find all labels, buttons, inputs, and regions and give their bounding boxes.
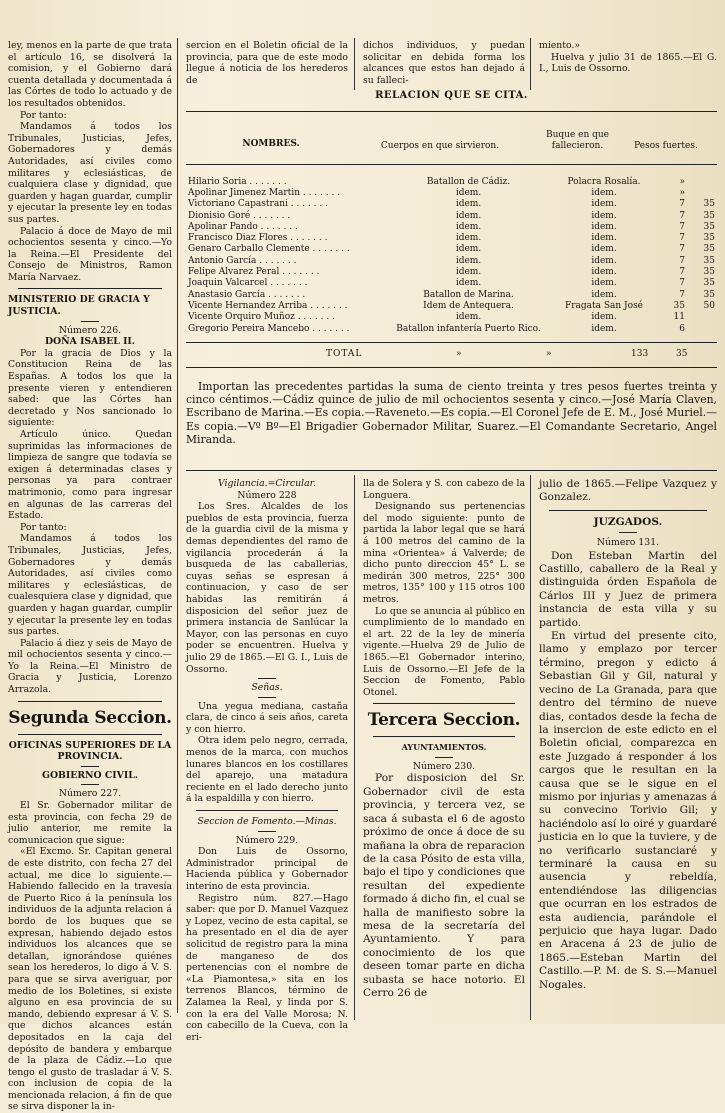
paragraph: Designando sus pertenencias del modo siguiente: punto de partida la labor legal que se hará á 100 metros del camino de la mina «Orientea» á Valverde; de dicho punto direccion 45° L. se medirán 300 metros, 225° 300 metros, 135° 100 y 115 otros 100 metros.: [363, 501, 525, 605]
cell-nombre: Francisco Diaz Flores . . . . . . .: [188, 233, 328, 244]
paragraph: sercion en el Boletin oficial de la provincia, para que de este modo llegue á noticia de los herederos de: [186, 40, 348, 86]
divider: [186, 164, 717, 165]
total-marker: »: [456, 349, 462, 359]
divider: [258, 831, 276, 832]
cell-cts: 35: [703, 221, 715, 232]
article-number: Número 131.: [596, 537, 660, 549]
article-number: Número 229.: [235, 834, 299, 846]
cell-cuerpo: idem.: [455, 187, 482, 198]
column-4: [539, 478, 717, 1020]
paragraph: dichos individuos, y puedan solicitar en debida forma los alcances que estos han dejado á su falleci-: [363, 40, 525, 86]
divider: [373, 736, 515, 737]
cell-pesos: 11: [673, 312, 685, 323]
divider: [258, 678, 276, 679]
paragraph: Mandamos á todos los Tribunales, Justicias, Jefes, Gobernadores y demás Autoridades, así civiles como militares y eclesiásticas, de cualesquiera clase y dignidad, que guarden y hagan guardar, cumplir y ejecutar la presente ley en todas sus partes.: [8, 533, 172, 638]
cell-nombre: Vicente Hernandez Arriba . . . . . . .: [188, 300, 348, 311]
cell-cts: 35: [703, 267, 715, 278]
paragraph: Por la gracia de Dios y la Constitucion Reina de las Españas. A todos los que la presente vieren y entendieren sabed: que las Córtes han decretado y Nos sancionado lo siguiente:: [8, 347, 172, 429]
cell-cts: [687, 176, 717, 187]
cell-nombre: Gregorio Pereira Mancebo . . . . . . .: [188, 323, 350, 334]
divider: [186, 367, 717, 368]
divider: [435, 757, 453, 758]
table-row: [186, 289, 717, 300]
cell-pesos: 7: [679, 278, 685, 289]
paragraph: Lo que se anuncia al público en cumplimiento de lo mandado en el art. 22 de la ley de minería vigente.—Huelva 29 de Julio de 1865.—El Gobernador interino, Luis de Ossorno.—El Jefe de la Seccion de Fomento, Pablo Otonel.: [363, 605, 525, 698]
section-heading: GOBIERNO CIVIL.: [42, 769, 138, 781]
cell-buque: idem.: [591, 210, 617, 221]
cell-cuerpo: idem.: [455, 278, 482, 289]
cell-nombre: Felipe Alvarez Peral . . . . . . .: [188, 267, 320, 278]
total-label: TOTAL: [326, 349, 363, 359]
cell-buque: idem.: [591, 255, 617, 266]
paragraph: Don Luis de Ossorno, Administrador principal de Hacienda pública y Gobernador interino de esta provincia.: [186, 846, 348, 892]
cell-pesos: 7: [679, 221, 685, 232]
cell-pesos: 6: [679, 323, 685, 334]
cell-pesos: 7: [679, 244, 685, 255]
table-row: [186, 323, 717, 334]
column-4-top: [539, 40, 717, 82]
section-heading: OFICINAS SUPERIORES DE LA PROVINCIA.: [8, 739, 172, 763]
column-2-top: [186, 40, 348, 86]
cell-buque: idem.: [591, 199, 617, 210]
cell-nombre: Anastasio García . . . . . . .: [188, 289, 306, 300]
cell-cts: [687, 187, 717, 198]
total-cts: 35: [676, 349, 688, 359]
paragraph: Importan las precedentes partidas la suma de ciento treinta y tres pesos fuertes treinta y cinco céntimos.—Cádiz quince de julio de mil ochocientos sesenta y cinco.—José María Claven, Escribano de Marina.—Es copia.—Raveneto.—Es copia.—El Coronel Jefe de E. M., José Muriel.—Es copia.—Vº Bº—El Brigadier Gobernador Militar, Suarez.—El Comandante Secretario, Angel Miranda.: [186, 380, 717, 446]
paragraph: Mandamos á todos los Tribunales, Justicias, Jefes, Gobernadores y demás Autoridades, así civiles como militares y eclesiásticas, de cualquiera clase y dignidad, que guarden y hagan guardar, cumplir y ejecutar la presente ley en todas sus partes.: [8, 121, 172, 225]
paragraph: En virtud del presente cito, llamo y emplazo por tercer término, pregon y edicto á Sebastian Gil y Gil, natural y vecino de La Granada, para que dentro del término de nueve dias, contados desde la fecha de la insercion de este edicto en el Boletin oficial, comparezca en este Juzgado á responder á los cargos que le resultan en la causa que se le sigue en el mismo por injurias y amenazas á su convecino Torivio Gil; y haciéndolo así lo oiré y guardaré justicia en lo que la tuviere, y de no verificarlo sustanciaré y terminaré la causa en su ausencia y rebeldía, entendiéndose las diligencias que ocurran en los estrados de esta audiencia, parándole el perjuicio que haya lugar. Dado en Aracena á 23 de julio de 1865.—Esteban Martin del Castillo.—P. M. de S. S.—Manuel Nogales.: [539, 630, 717, 991]
table-row: [186, 187, 717, 198]
cell-pesos: »: [679, 176, 685, 187]
cell-cts: 50: [703, 300, 715, 311]
cell-cuerpo: idem.: [455, 221, 482, 232]
paragraph: Artículo único. Quedan suprimidas las informaciones de limpieza de sangre que todavía se exigen á determinadas clases y personas ya para contraer matrimonio, como para ingresar en algunas de las carreras del Estado.: [8, 429, 172, 522]
paragraph: lla de Solera y S. con cabezo de la Longuera.: [363, 478, 525, 501]
cell-cts: [687, 312, 717, 323]
column-rule: [354, 475, 355, 1020]
paragraph: Palacio á diez y seis de Mayo de mil ochocientos sesenta y cinco.—Yo la Reina.—El Ministro de Gracia y Justicia, Lorenzo Arrazola.: [8, 637, 172, 696]
column-rule: [530, 475, 531, 1020]
cell-cuerpo: idem.: [455, 210, 482, 221]
cell-cuerpo: Idem de Antequera.: [423, 300, 514, 311]
header-cuerpos: Cuerpos en que sirvieron.: [380, 141, 500, 151]
cell-cuerpo: Batallon de Cádiz.: [426, 176, 511, 187]
section-heading: Señas.: [251, 682, 283, 694]
cell-cuerpo: idem.: [455, 312, 482, 323]
relacion-table: [186, 176, 717, 334]
cell-pesos: 7: [679, 199, 685, 210]
cell-cuerpo: idem.: [455, 267, 482, 278]
cell-nombre: Antonio García . . . . . . .: [188, 255, 297, 266]
cell-cts: 35: [703, 278, 715, 289]
cell-pesos: 7: [679, 289, 685, 300]
table-row: [186, 232, 717, 243]
cell-pesos: 7: [679, 233, 685, 244]
total-marker: »: [546, 349, 552, 359]
article-number: Número 230.: [412, 760, 476, 772]
wide-paragraph: [186, 380, 717, 466]
cell-nombre: Joaquin Valcarcel . . . . . . .: [188, 278, 308, 289]
table-row: [186, 221, 717, 232]
cell-cts: 35: [703, 210, 715, 221]
divider: [81, 784, 99, 785]
cell-cts: 35: [703, 289, 715, 300]
cell-buque: idem.: [591, 312, 617, 323]
divider: [196, 810, 338, 811]
divider: [186, 470, 717, 471]
section-heading: AYUNTAMIENTOS.: [401, 742, 487, 753]
header-buque: Buque en que fallecieron.: [545, 130, 610, 151]
cell-cuerpo: idem.: [455, 233, 482, 244]
paragraph: El Sr. Gobernador militar de esta provincia, con fecha 29 de julio anterior, me remite la comunicacion que sigue:: [8, 800, 172, 846]
column-3-top: [363, 40, 525, 86]
paragraph: Huelva y julio 31 de 1865.—El G. I., Luis de Ossorno.: [539, 51, 717, 75]
cell-cuerpo: idem.: [455, 244, 482, 255]
table-row: [186, 210, 717, 221]
paragraph: «El Excmo. Sr. Capitan general de este distrito, con fecha 27 del actual, me dice lo siguiente.—Habiendo fallecido en la travesía de Puerto Rico á la península los individuos de la adjunta relacion á bordo de los buques que se expresan, habiendo dejado estos individuos los alcances que se detallan, ignorándose quiénes sean los herederos, lo digo á V. S. para que se sirva averiguar, por medio de los Boletines, si existe alguno en esa provincia de su mando, debiendo expresar á V. S. que dichos alcances están depositados en la caja del depósito de bandera y embarque de la plaza de Cádiz.—Lo que tengo el gusto de trasladar á V. S. con inclusion de copia de la mencionada relacion, á fin de que se sirva disponer la in-: [8, 846, 172, 1113]
divider: [186, 111, 717, 112]
divider: [258, 697, 276, 698]
paragraph: ley, menos en la parte de que trata el artículo 16, se disolverá la comision, y el Gobierno dará cuenta detallada y documentada á las Córtes de todo lo actuado y de los resultados obtenidos.: [8, 40, 172, 109]
paragraph: julio de 1865.—Felipe Vazquez y Gonzalez.: [539, 478, 717, 504]
divider: [18, 288, 162, 289]
cell-buque: Fragata San José: [564, 300, 644, 311]
article-number: Número 228: [237, 489, 297, 501]
column-rule: [177, 38, 178, 1013]
paragraph: Los Sres. Alcaldes de los pueblos de esta provincia, fuerza de la guardia civil de la misma y demas dependientes del ramo de vigilancia procederán á la busqueda de las caballerias, cuyas señas se espresan á continuacion, y caso de ser habidas las remitirán á disposicion del señor juez de primera instancia de Sanlúcar la Mayor, con las personas en cuyo poder se encuentren. Huelva y julio 29 de 1865.—El G. I., Luis de Ossorno.: [186, 501, 348, 675]
cell-pesos: 7: [679, 267, 685, 278]
cell-pesos: 7: [679, 210, 685, 221]
paragraph: miento.»: [539, 40, 581, 51]
table-row: [186, 266, 717, 277]
total-pesos: 133: [631, 349, 649, 359]
column-1: [8, 40, 172, 1113]
divider: [18, 701, 162, 702]
article-number: Número 226.: [58, 324, 122, 336]
column-2: [186, 478, 348, 1043]
column-rule: [354, 38, 355, 90]
article-number: Número 227.: [58, 788, 122, 800]
cell-buque: idem.: [591, 278, 617, 289]
cell-buque: idem.: [591, 244, 617, 255]
cell-cts: 35: [703, 244, 715, 255]
heading: DOÑA ISABEL II.: [44, 336, 136, 348]
divider: [18, 734, 162, 735]
cell-cts: [687, 323, 717, 334]
cell-nombre: Apolinar Pando . . . . . . .: [188, 221, 298, 232]
table-row: [186, 278, 717, 289]
column-rule: [530, 38, 531, 90]
cell-nombre: Hilario Soria . . . . . . .: [188, 176, 287, 187]
paragraph: Por tanto:: [20, 109, 67, 121]
divider: [373, 703, 515, 704]
divider: [549, 510, 707, 511]
table-row: [186, 199, 717, 210]
table-row: [186, 300, 717, 311]
divider: [81, 766, 99, 767]
cell-nombre: Victoriano Capastrani . . . . . . .: [188, 199, 328, 210]
cell-cuerpo: idem.: [455, 255, 482, 266]
paragraph: Palacio á doce de Mayo de mil ochocientos sesenta y cinco.—Yo la Reina.—El Presidente del Consejo de Ministros, Ramon María Narvaez.: [8, 225, 172, 283]
divider: [619, 532, 637, 533]
section-heading: JUZGADOS.: [593, 515, 663, 528]
section-heading: Seccion de Fomento.—Minas.: [197, 816, 337, 828]
paragraph: Registro núm. 827.—Hago saber: que por D. Manuel Vazquez y Lopez, vecino de esta capital, se ha presentado en el dia de ayer solicitud de registro para la mina de manganeso de dos pertenencias con el nombre de «La Piamontesa,» sita en los terrenos Blancos, término de Zalamea la Real, y linda por S. con la era del Valle Morosa; N. con cabecillo de la Cueva, con la eri-: [186, 892, 348, 1043]
cell-nombre: Genaro Carballo Clemente . . . . . . .: [188, 244, 350, 255]
table-row: [186, 176, 717, 187]
cell-buque: idem.: [591, 233, 617, 244]
paragraph: Otra idem pelo negro, cerrada, menos de la marca, con muchos lunares blancos en los costillares del aparejo, una matadura reciente en el lado derecho junto á la espaldilla y con hierro.: [186, 735, 348, 805]
cell-pesos: 7: [679, 255, 685, 266]
paragraph: Por disposicion del Sr. Gobernador civil de esta provincia, y tercera vez, se saca á subasta el 6 de agosto próximo de once á doce de su mañana la obra de reparacion de la casa Pósito de esta villa, bajo el tipo y condiciones que resultan del expediente formado á dicho fin, el cual se halla de manifiesto sobre la mesa de la secretaría del Ayuntamiento. Y para conocimiento de los que deseen tomar parte en dicha subasta se hace notorio. El Cerro 26 de: [363, 772, 525, 999]
paragraph: Una yegua mediana, castaña clara, de cinco á seis años, careta y con hierro.: [186, 700, 348, 735]
table-row: [186, 312, 717, 323]
cell-cuerpo: Batallon infantería Puerto Rico.: [396, 323, 541, 334]
total-row: [186, 349, 717, 363]
cell-pesos: 35: [673, 300, 685, 311]
cell-cuerpo: Batallon de Marina.: [423, 289, 514, 300]
section-heading: Vigilancia.=Circular.: [217, 478, 317, 489]
cell-cts: 35: [703, 233, 715, 244]
cell-buque: idem.: [591, 221, 617, 232]
cell-nombre: Dionisio Goré . . . . . . .: [188, 210, 291, 221]
cell-buque: idem.: [591, 323, 617, 334]
cell-buque: Polacra Rosalía.: [567, 176, 641, 187]
cell-cuerpo: idem.: [455, 199, 482, 210]
header-nombres: NOMBRES.: [242, 139, 300, 149]
section-heading: MINISTERIO DE GRACIA Y JUSTICIA.: [8, 294, 150, 318]
cell-pesos: »: [679, 187, 685, 198]
cell-cts: 35: [703, 255, 715, 266]
relacion-title: RELACION QUE SE CITA.: [375, 90, 528, 101]
section-title: Tercera Seccion.: [367, 710, 521, 731]
paragraph: Don Esteban Martin del Castillo, caballero de la Real y distinguida órden Española de Cárlos III y Juez de primera instancia de esta villa y su partido.: [539, 549, 717, 629]
cell-nombre: Apolinar Jimenez Martin . . . . . . .: [188, 187, 341, 198]
cell-buque: idem.: [591, 187, 617, 198]
cell-cts: 35: [703, 199, 715, 210]
divider: [186, 342, 717, 343]
cell-buque: idem.: [591, 289, 617, 300]
section-title: Segunda Seccion.: [8, 707, 172, 728]
table-row: [186, 244, 717, 255]
header-pesos: Pesos fuertes.: [634, 141, 698, 151]
table-row: [186, 255, 717, 266]
cell-buque: idem.: [591, 267, 617, 278]
paragraph: Por tanto:: [20, 521, 67, 533]
divider: [81, 321, 99, 322]
column-3: [363, 478, 525, 1020]
cell-nombre: Vicente Orquiro Muñoz . . . . . . .: [188, 312, 335, 323]
